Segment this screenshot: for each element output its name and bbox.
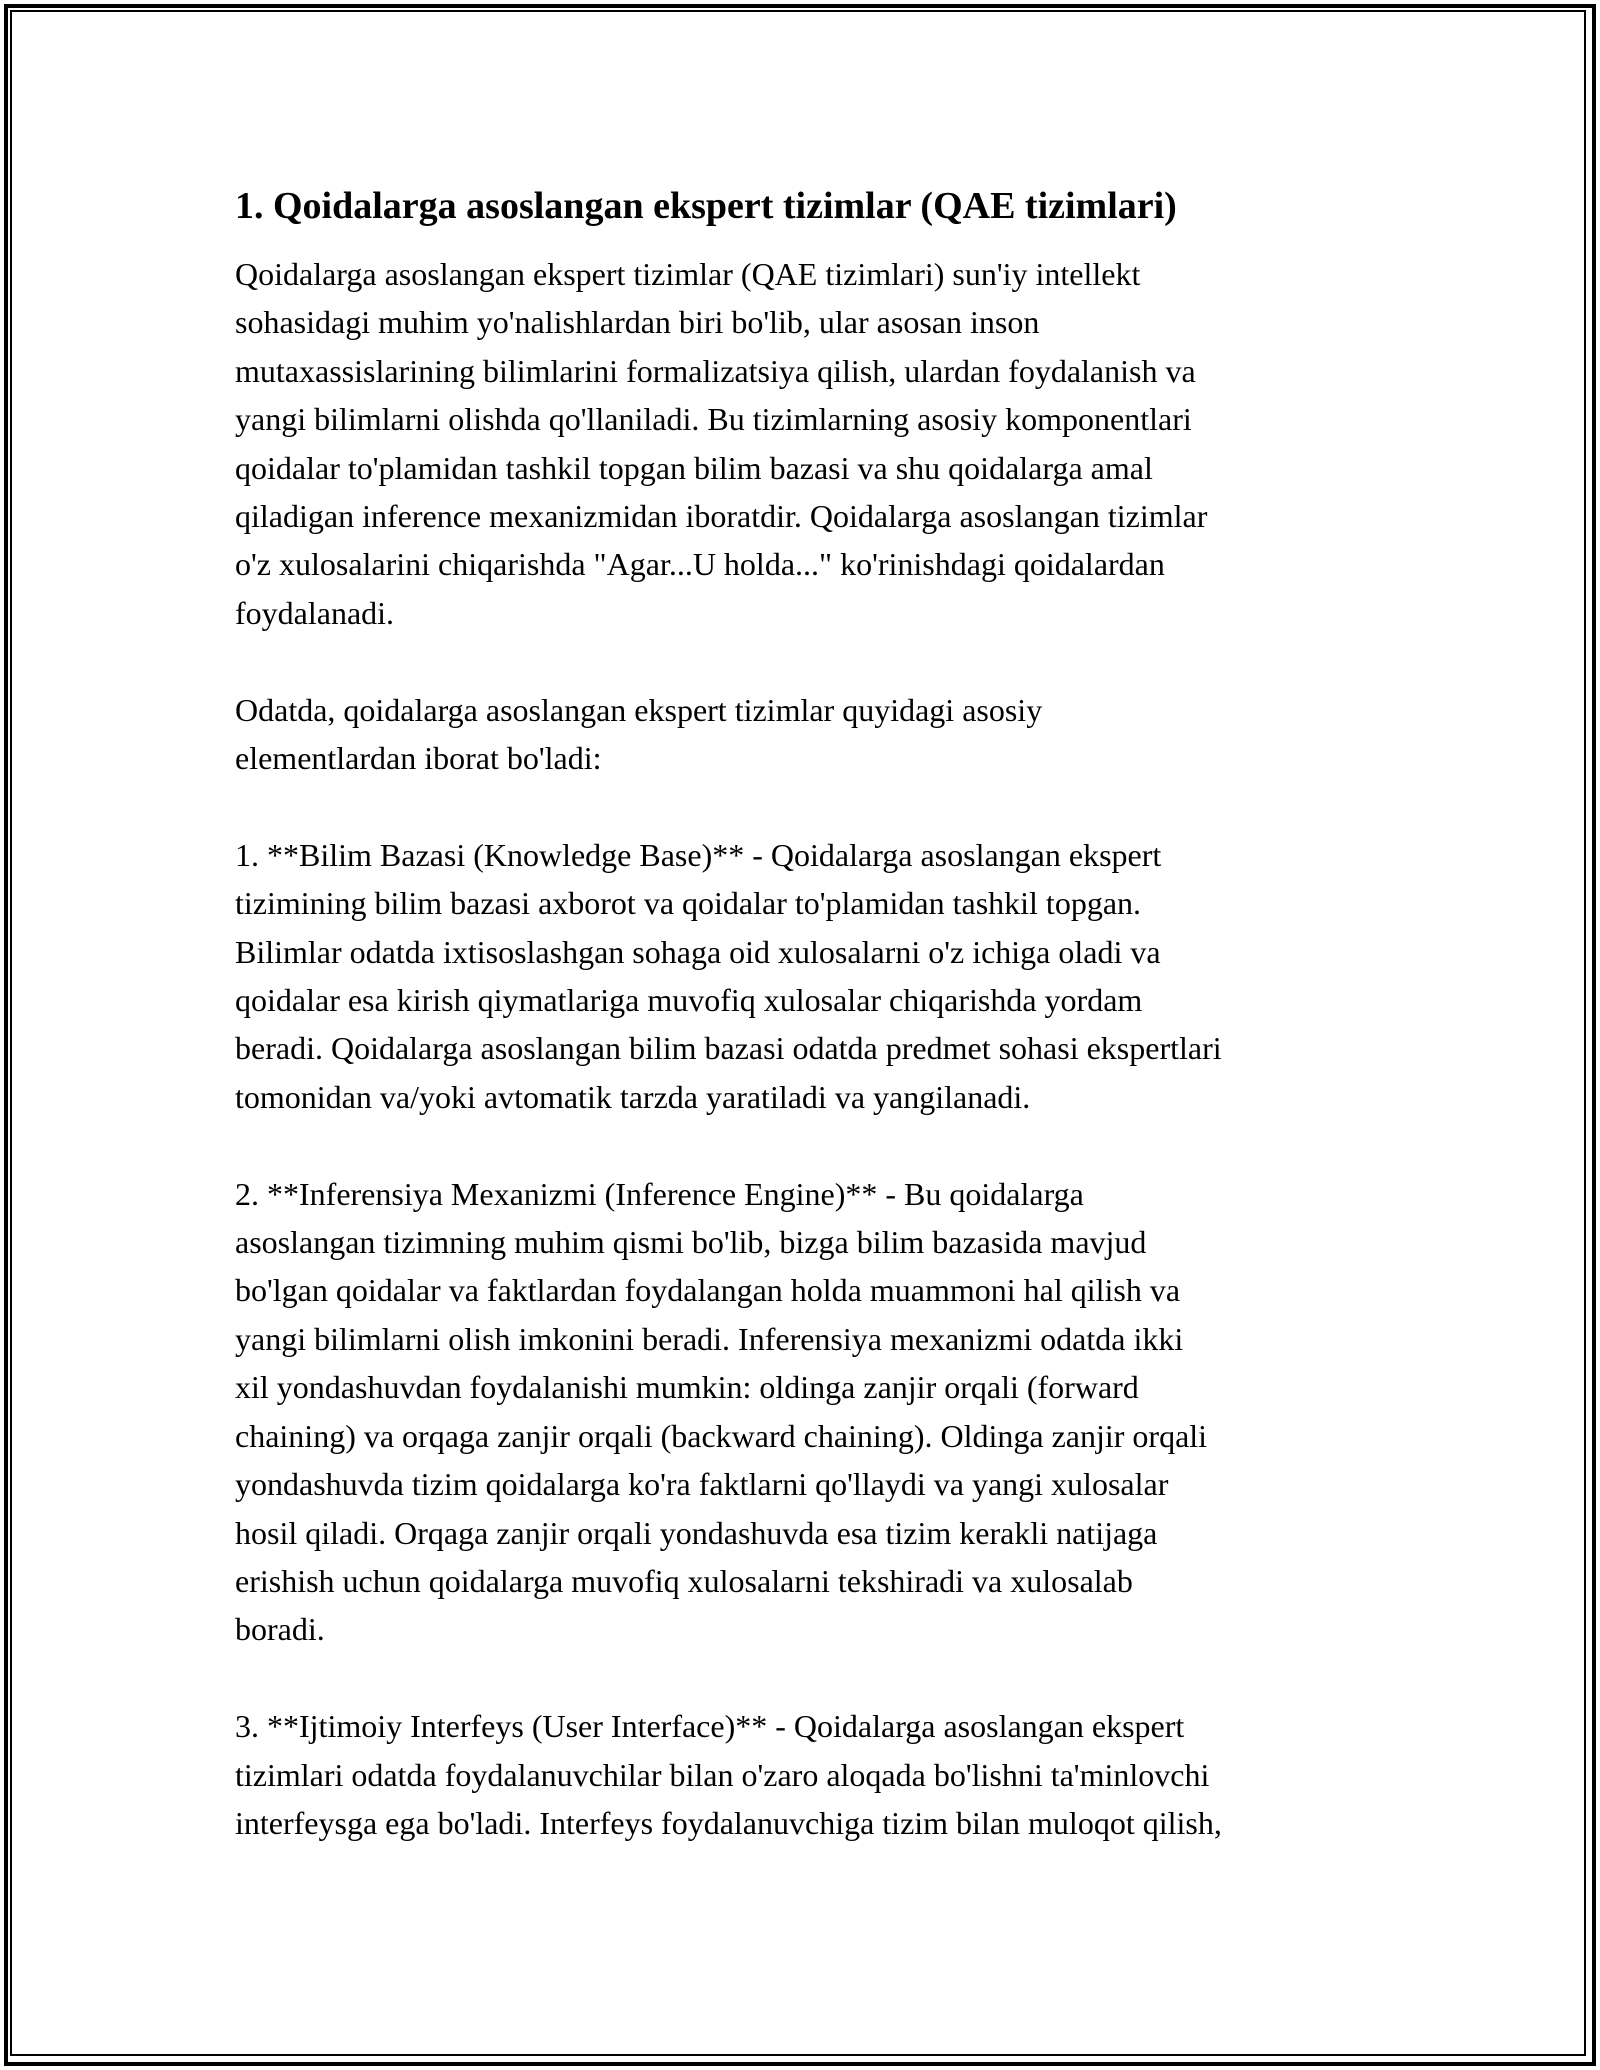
paragraph [235, 831, 1375, 1121]
text-line: chaining) va orqaga zanjir orqali (backward chaining). Oldinga zanjir orqali [235, 1417, 1208, 1454]
text-line: mutaxassislarining bilimlarini formalizatsiya qilish, ulardan foydalanish va [235, 352, 1196, 389]
text-line: elementlardan iborat bo'ladi: [235, 740, 602, 777]
text-line: bo'lgan qoidalar va faktlardan foydalangan holda muammoni hal qilish va [235, 1272, 1181, 1309]
text-line: tizimlari odatda foydalanuvchilar bilan o'zaro aloqada bo'lishni ta'minlovchi [235, 1756, 1210, 1793]
text-line: 1. **Bilim Bazasi (Knowledge Base)** - Qoidalarga asoslangan ekspert [235, 836, 1162, 873]
document-title: 1. Qoidalarga asoslangan ekspert tizimlar (QAE tizimlari) [235, 185, 1177, 227]
text-line: boradi. [235, 1611, 325, 1648]
text-line: yangi bilimlarni olish imkonini beradi. Inferensiya mexanizmi odatda ikki [235, 1320, 1184, 1357]
text-line: hosil qiladi. Orqaga zanjir orqali yondashuvda esa tizim kerakli natijaga [235, 1514, 1158, 1551]
text-line: asoslangan tizimning muhim qismi bo'lib, bizga bilim bazasida mavjud [235, 1224, 1147, 1261]
text-line: yangi bilimlarni olishda qo'llaniladi. Bu tizimlarning asosiy komponentlari [235, 401, 1192, 438]
paragraph [235, 250, 1375, 637]
text-line: qiladigan inference mexanizmidan iboratdir. Qoidalarga asoslangan tizimlar [235, 498, 1208, 535]
text-line: 2. **Inferensiya Mexanizmi (Inference Engine)** - Bu qoidalarga [235, 1175, 1084, 1212]
text-line: qoidalar esa kirish qiymatlariga muvofiq xulosalar chiqarishda yordam [235, 982, 1143, 1019]
text-line: xil yondashuvdan foydalanishi mumkin: oldinga zanjir orqali (forward [235, 1369, 1139, 1406]
paragraph [235, 686, 1375, 783]
paragraph-list [235, 250, 1375, 1847]
text-line: 3. **Ijtimoiy Interfeys (User Interface)** - Qoidalarga asoslangan ekspert [235, 1708, 1185, 1745]
text-line: tizimining bilim bazasi axborot va qoidalar to'plamidan tashkil topgan. [235, 885, 1142, 922]
paragraph [235, 1170, 1375, 1654]
text-line: o'z xulosalarini chiqarishda "Agar...U holda..." ko'rinishdagi qoidalardan [235, 546, 1165, 583]
text-line: sohasidagi muhim yo'nalishlardan biri bo'lib, ular asosan inson [235, 304, 1040, 341]
text-line: tomonidan va/yoki avtomatik tarzda yaratiladi va yangilanadi. [235, 1078, 1031, 1115]
document-body [235, 180, 1375, 1896]
text-line: foydalanadi. [235, 594, 395, 631]
text-line: Qoidalarga asoslangan ekspert tizimlar (QAE tizimlari) sun'iy intellekt [235, 256, 1141, 292]
text-line: erishish uchun qoidalarga muvofiq xulosalarni tekshiradi va xulosalab [235, 1562, 1133, 1599]
text-line: qoidalar to'plamidan tashkil topgan bilim bazasi va shu qoidalarga amal [235, 449, 1153, 486]
text-line: yondashuvda tizim qoidalarga ko'ra faktlarni qo'llaydi va yangi xulosalar [235, 1466, 1169, 1503]
text-line: Odatda, qoidalarga asoslangan ekspert tizimlar quyidagi asosiy [235, 691, 1043, 728]
text-line: interfeysga ega bo'ladi. Interfeys foydalanuvchiga tizim bilan muloqot qilish, [235, 1804, 1222, 1841]
text-line: Bilimlar odatda ixtisoslashgan sohaga oid xulosalarni o'z ichiga oladi va [235, 933, 1161, 970]
paragraph [235, 1702, 1375, 1847]
text-line: beradi. Qoidalarga asoslangan bilim bazasi odatda predmet sohasi ekspertlari [235, 1030, 1222, 1067]
